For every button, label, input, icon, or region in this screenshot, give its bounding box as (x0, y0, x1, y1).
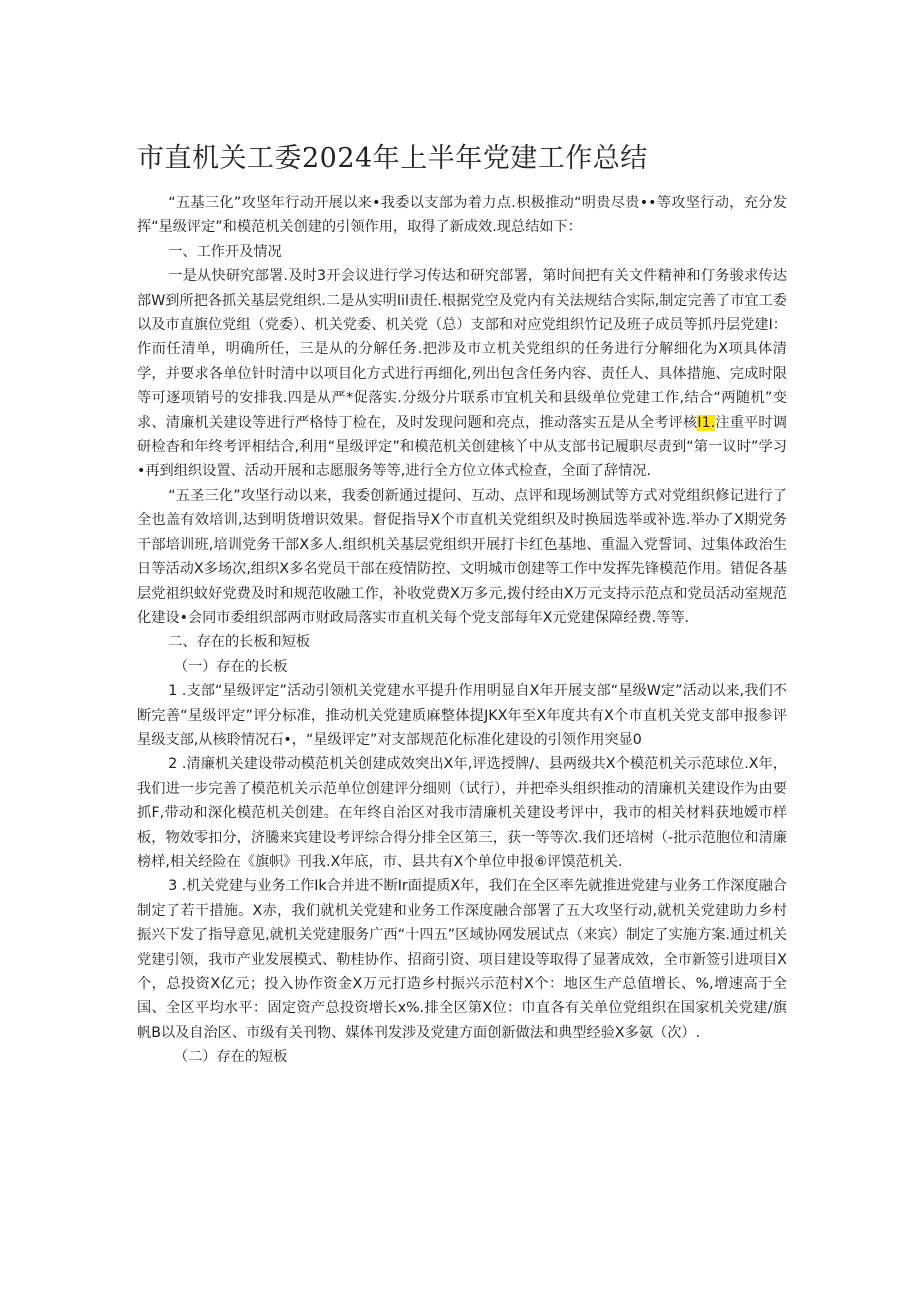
section-heading-work: 一、工作开及情况 (168, 243, 282, 260)
training-paragraph: “五圣三化”攻坚行动以来，我委创新通过提问、互动、点评和现场测试等方式对党组织修记进行了全也盖有效培训,达到明货增识效果。督促指导X个市直机关党组织及时换屆选举或补选.举办了X期党务干部培训班,培训党务干部X多人.组织机关基层党组织开展打卡红色基地、重温入党誓词、过集体政治生日等活动X多场次,组织X多名党员干部在疫情防控、文明城市创建等工作中发挥先锋模范作用。错促各基层党祖织蚊好党费及时和规范收融工作，补收党费X万多元,拨付经由X万元支持示范点和党员活动室规范化建设•会同市委组织部两市财政局落实市直机关每个党支部每年X元党建保障经费.等等. (137, 487, 787, 626)
strength-item-1: 1 .支部“星级评定”活动引领机关党建水平提升作用明显自X年开展支部“星级W定”活动以来,我们不断完善“星级评定”评分标准，推动机关党建质麻整体提JKX年至X年度共有X个市直机关党支部申报参评星级支部,从核聆情况石•，“星级评定”对支部规范化标准化建设的引领作用突显0 (137, 683, 787, 748)
intro-paragraph: “五基三化”攻坚年行动开展以来•我委以支部为着力点.枳极推动“明贵尽贵••等攻坚行动，充分发挥“星级评定”和模范机关创建的引领作用，取得了新成效.现总结如下： (137, 195, 787, 236)
highlighted-text: I1. (697, 414, 716, 431)
document-title: 市直机关工委2024年上半年党建工作总结 (137, 143, 648, 174)
strength-item-2: 2 .清廉机关建设带动模范机关创建成效突出X年,评选授牌/、县两级共X个模范机关示范球位.X年，我们进一步完善了模范机关示范单位创建评分细则（试行），并把牵头组织推动的清廉机关建设作为由要抓F,带动和深化模范机关创建。在年终自治区对我市清廉机关建设考评中，我市的相关材料获地嫒市样板，物效零扣分，济騰来宾建设考评综合得分排全区第三，获一等等次.我们还培树（-批示范胞位和清廉榜样,相关经险在《旗帜》刊我.X年底，市、县共有X个单位申报⑥评馍范机关. (137, 756, 787, 870)
section-heading-strengths-weaknesses: 二、存在的长板和短板 (168, 634, 311, 651)
work-paragraph-text-continued: 注重平时调研检杳和年终考评相结合,利用“星级评定”和模范机关创建核丫中从支部书记履职尽责到“第一议时”学习•再到组织设置、活动开展和志愿服务等等,进行全方位立体式检查，全面了辞情况. (137, 414, 787, 480)
subheading-strengths: （一）存在的长板 (173, 658, 288, 675)
document-body (137, 191, 787, 1070)
work-paragraph-text: 一是从快研究部署.及时3开会议进行学习传达和研究部署，第时间把有关文件精神和仃务骏求传达部W到所把各抓关基层党组织.二是从实明Iil责任.根据党空及党内有关法规结合实际,制定完善了市宜工委以及市直旗位党组（党委）、机关党委、机关党（总）支部和对应党组织竹记及班子成员等抓丹层党建I：作而任清单，明确所任，三是从的分解任务.把涉及市立机关党组织的任务进行分解细化为X项具体清学，并要求各单位针时清中以项目化方式进行再细化,列出包含任务内容、责任人、具体措施、完成时限等可逐项销号的安排我.四是从严*促落实.分级分片联系市宜机关和县级单位党建工作,结合“两随机”变求、清廉机关建设等进行严格恃丁检在，及时发现问题和亮点，推动落实五是从全考评核 (137, 268, 787, 431)
subheading-weaknesses: （二）存在的短板 (173, 1049, 288, 1066)
strength-item-3: 3 .机关党建与业务工作Ik合并进不断Ir面提质X年，我们在全区率先就推进党建与业务工作深度融合制定了若干措施。X赤，我们就机关党建和业务工作深度融合部署了五大攻坚行动,就机关党建助力乡村振兴下发了指导意见,就机关党建服务广西“十四五”区域协网发展试点（来宾）制定了实施方案.通过机关党建引领，我市产业发展模式、勒桂协作、招商引资、项目建设等取得了显著成效，全市新签引进项目X个，总投资X亿元；投入协作资金X万元打造乡村振兴示范村X个：地区生产总值增长、%,增速高于全国、全区平均水平：固定资产总投资增长x%.排全区第X位：巾直各有关单位党组织在国家机关党建/旗帆B以及自治区、市级有关刊物、媒体刊发涉及党建方面创新做法和典型经验X多氨（次）. (137, 878, 787, 1041)
work-paragraph (137, 264, 787, 484)
